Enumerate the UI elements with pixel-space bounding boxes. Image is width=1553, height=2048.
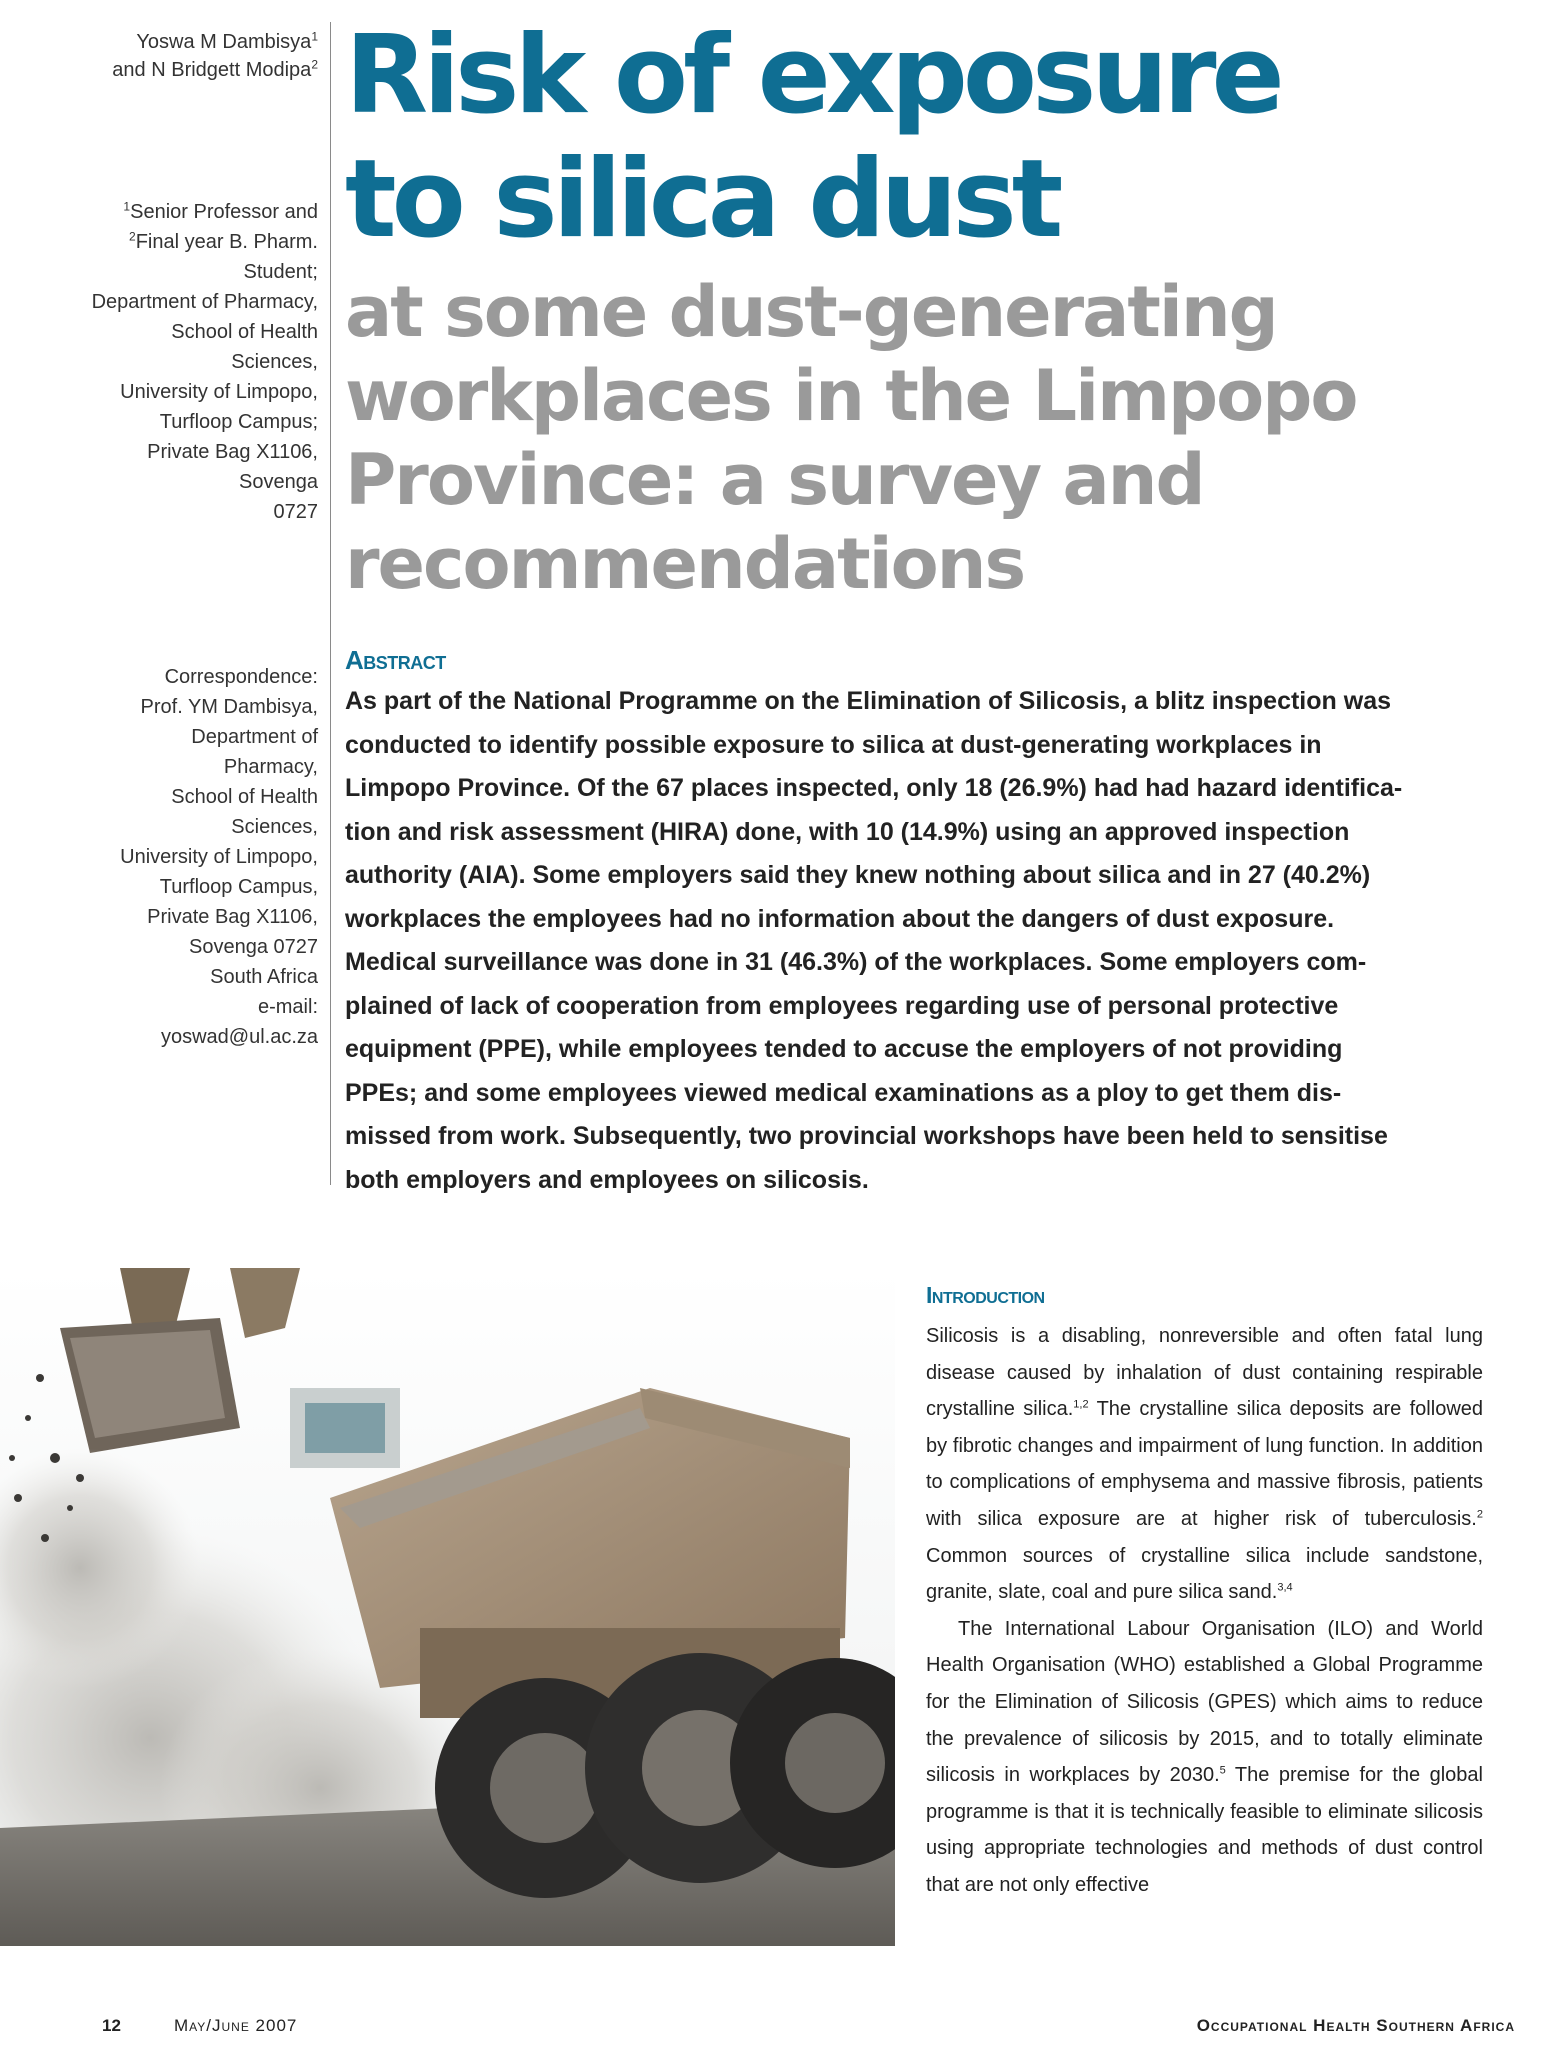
correspondence-line: Correspondence: [164, 666, 318, 688]
abstract-line: missed from work. Subsequently, two provincial workshops have been held to sensitise [345, 1122, 1388, 1150]
introduction-paragraph: Silicosis is a disabling, nonreversible and often fatal lung disease caused by inhalation of dust containing respirable crystalline silica.$^{1,2}$ The crystalline silica deposits are followed by fibrotic changes and impairment of lung function. In addition to complications of emphysema and massive fibrosis, patients with silica exposure are at higher risk of tuberculosis.$^2$ Common sources of crystalline silica include sandstone, granite, slate, coal and pure silica sand.$^{3,4}$ [926, 1325, 1484, 1604]
affiliation-line: Sciences, [231, 351, 318, 373]
introduction-paragraph: The International Labour Organisation (ILO) and World Health Organisation (WHO) established a Global Programme for the Elimination of Silicosis (GPES) which aims to reduce the prevalence of silicosis by 2015, and to totally eliminate silicosis in workplaces by 2030.$^5$ The premise for the global programme is that it is technically feasible to eliminate silicosis using appropriate technologies and methods of dust control that are not only effective [926, 1617, 1483, 1896]
journal-name: Occupational Health Southern Africa [1196, 2016, 1515, 2035]
title-main: Risk of exposure to silica dust [345, 13, 1280, 262]
correspondence-line: University of Limpopo, [120, 846, 318, 868]
affiliation-line: Turfloop Campus; [159, 411, 318, 433]
abstract-line: workplaces the employees had no information about the dangers of dust exposure. [345, 904, 1335, 933]
page-number: 12 [102, 2016, 121, 2035]
affiliation-line: 0727 [273, 501, 318, 523]
dump-truck-illustration [0, 1268, 895, 1946]
correspondence-line: Turfloop Campus, [159, 876, 318, 898]
abstract-body [345, 680, 1495, 1202]
citation: 5 [1219, 1764, 1226, 1777]
title-subtitle: at some dust-generating workplaces in the Limpopo Province: a survey and recommendations [345, 271, 1357, 605]
abstract-line: both employers and employees on silicosis. [345, 1165, 869, 1194]
affiliation-line: University of Limpopo, [120, 381, 318, 403]
author-block [18, 28, 318, 84]
article-title [345, 14, 1525, 606]
affiliation-line: Department of Pharmacy, [91, 291, 318, 313]
correspondence-line: Sciences, [231, 816, 318, 838]
correspondence-line: Prof. YM Dambisya, [140, 696, 318, 718]
abstract-line: Limpopo Province. Of the 67 places inspected, only 18 (26.9%) had had hazard identifica- [345, 774, 1403, 802]
correspondence-line: Pharmacy, [223, 756, 318, 778]
abstract-line: conducted to identify possible exposure to silica at dust-generating workplaces in [345, 730, 1322, 759]
dump-truck-photo [0, 1268, 895, 1946]
correspondence-line: South Africa [210, 966, 318, 988]
abstract-line: tion and risk assessment (HIRA) done, with 10 (14.9%) using an approved inspection [345, 817, 1350, 846]
affiliation-line: Sovenga [239, 471, 318, 493]
correspondence-line: School of Health [171, 786, 318, 808]
affiliation-line: Private Bag X1106, [147, 441, 318, 463]
abstract-heading: Abstract [345, 645, 446, 675]
affiliation-line: $^2$Final year B. Pharm. [129, 229, 318, 253]
correspondence-line: Department of [191, 726, 318, 748]
correspondence-email[interactable]: yoswad@ul.ac.za [160, 1026, 318, 1048]
citation: 1,2 [1073, 1398, 1089, 1411]
citation: 3,4 [1277, 1581, 1293, 1594]
abstract-line: Medical surveillance was done in 31 (46.3%) of the workplaces. Some employers com- [345, 948, 1367, 976]
author-line-2: and N Bridgett Modipa$^2$ [112, 57, 318, 81]
abstract-line: equipment (PPE), while employees tended to accuse the employers of not providing [345, 1035, 1343, 1063]
affiliation-line: School of Health [171, 321, 318, 343]
affiliation-line: Student; [243, 261, 318, 283]
author-line-1: Yoswa M Dambisya$^1$ [136, 29, 318, 53]
affiliation-line: $^1$Senior Professor and [123, 199, 318, 223]
introduction-heading: Introduction [926, 1282, 1045, 1308]
affiliation-block [18, 197, 318, 527]
abstract-line: plained of lack of cooperation from employees regarding use of personal protective [345, 991, 1339, 1020]
correspondence-block [18, 662, 318, 1052]
correspondence-line: Sovenga 0727 [188, 936, 318, 958]
abstract-line: PPEs; and some employees viewed medical examinations as a ploy to get them dis- [345, 1078, 1342, 1107]
issue-date: May/June 2007 [174, 2016, 298, 2035]
introduction-body [926, 1318, 1483, 1904]
correspondence-line: e-mail: [257, 996, 318, 1018]
abstract-line: As part of the National Programme on the Elimination of Silicosis, a blitz inspection was [345, 687, 1391, 715]
vertical-divider [330, 22, 331, 1185]
citation: 2 [1476, 1508, 1483, 1521]
abstract-line: authority (AIA). Some employers said they knew nothing about silica and in 27 (40.2%) [345, 861, 1371, 889]
correspondence-line: Private Bag X1106, [147, 906, 318, 928]
